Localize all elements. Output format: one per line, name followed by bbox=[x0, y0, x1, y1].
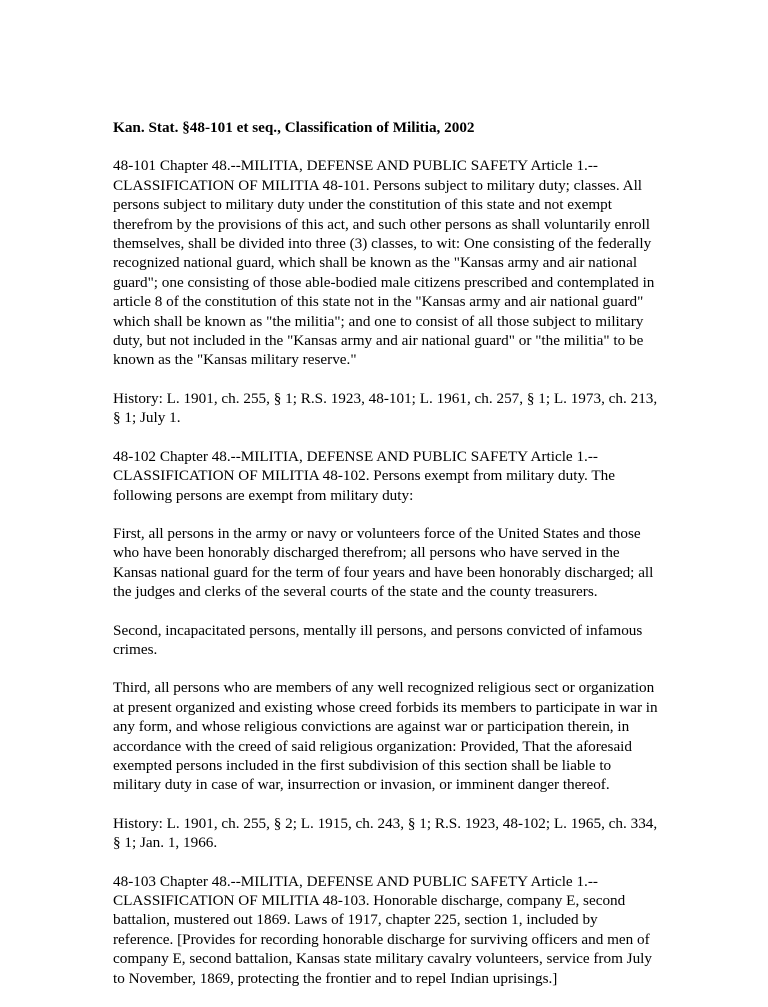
document-title: Kan. Stat. §48-101 et seq., Classification of Militia, 2002 bbox=[113, 119, 475, 136]
section-48-102-history: History: L. 1901, ch. 255, § 2; L. 1915, ch. 243, § 1; R.S. 1923, 48-102; L. 1965, ch. 334, § 1; Jan. 1, 1966. bbox=[113, 814, 658, 852]
section-48-102-first: First, all persons in the army or navy or volunteers force of the United States and those who have been honorably discharged therefrom; all persons who have served in the Kansas national guard for the term of four years and have been honorably discharged; all the judges and clerks of the several courts of the state and the county treasurers. bbox=[113, 524, 654, 601]
section-48-103-text: 48-103 Chapter 48.--MILITIA, DEFENSE AND PUBLIC SAFETY Article 1.--CLASSIFICATION OF MILITIA 48-103. Honorable discharge, company E, second battalion, mustered out 1869. Laws of 1917, chapter 225, section 1, included by reference. [Provides for recording honorable discharge for surviving officers and men of company E, second battalion, Kansas state military cavalry volunteers, service from July to November, 1869, protecting the frontier and to repel Indian uprisings.] bbox=[113, 872, 652, 987]
document-page bbox=[113, 118, 658, 1007]
section-48-102-heading: 48-102 Chapter 48.--MILITIA, DEFENSE AND PUBLIC SAFETY Article 1.--CLASSIFICATION OF MILITIA 48-102. Persons exempt from military duty. The following persons are exempt from military duty: bbox=[113, 447, 615, 504]
section-48-101-history: History: L. 1901, ch. 255, § 1; R.S. 1923, 48-101; L. 1961, ch. 257, § 1; L. 1973, ch. 213, § 1; July 1. bbox=[113, 389, 658, 427]
section-48-102-second: Second, incapacitated persons, mentally ill persons, and persons convicted of infamous crimes. bbox=[113, 621, 643, 658]
section-48-102-third: Third, all persons who are members of any well recognized religious sect or organization at present organized and existing whose creed forbids its members to participate in war in any form, and whose religious convictions are against war or participation therein, in accordance with the creed of said religious organization: Provided, That the aforesaid exempted persons included in the first subdivision of this section shall be liable to military duty in case of war, insurrection or invasion, or imminent danger thereof. bbox=[113, 679, 658, 794]
section-48-101-text: 48-101 Chapter 48.--MILITIA, DEFENSE AND PUBLIC SAFETY Article 1.--CLASSIFICATION OF MILITIA 48-101. Persons subject to military duty; classes. All persons subject to military duty under the constitution of this state and not exempt therefrom by the provisions of this act, and such other persons as shall voluntarily enroll themselves, shall be divided into three (3) classes, to wit: One consisting of the federally recognized national guard, which shall be known as the "Kansas army and air national guard"; one consisting of those able-bodied male citizens prescribed and contemplated in article 8 of the constitution of this state not in the "Kansas army and air national guard" which shall be known as "the militia"; and one to consist of all those subject to military duty, but not included in the "Kansas army and air national guard" or "the militia" to be known as the "Kansas military reserve." bbox=[113, 157, 655, 369]
